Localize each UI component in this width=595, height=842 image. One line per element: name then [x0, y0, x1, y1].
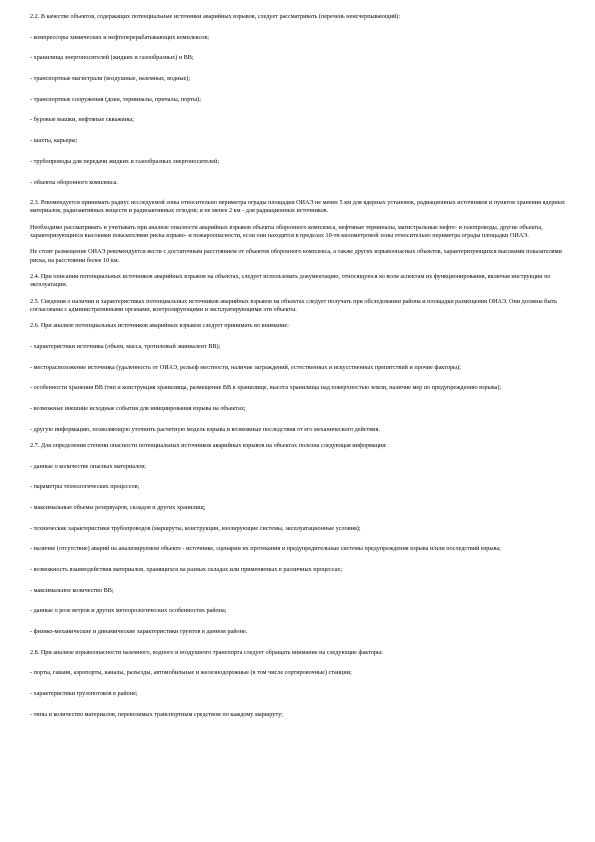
list-item: - возможные внешние исходные события для инициирования взрыва на объектах; — [30, 404, 246, 412]
list-item: - другую информацию, позволяющую уточнить расчетную модель взрыва и возможные последствия от его механического действия. — [30, 425, 380, 433]
list-item: - максимальное количество ВВ; — [30, 586, 114, 594]
list-item: - данные о количестве опасных материалов; — [30, 462, 146, 470]
list-item: - возможность взаимодействия материалов, хранящихся на разных складах или применяемых в различных процессах; — [30, 566, 343, 574]
paragraph-body: Не стоит размещение ОИАЭ рекомендуется вести с достаточным расстоянием от объектов оборонного комплекса, а также других взрывоопасных объектов, характеризующихся высокими показателями риска, на расстоянии более 10 км. — [30, 248, 562, 264]
paragraph-2-6: 2.6. При анализе потенциальных источников аварийных взрывов следует принимать во внимание: — [30, 322, 289, 330]
paragraph-2-4: 2.4. При описании потенциальных источников аварийных взрывов на объектах, следует использовать документацию, относящуюся ко всем аспектам их функционирования, включая инструкции по эксплуатации. — [30, 272, 551, 289]
list-item: - параметры технологических процессов; — [30, 483, 140, 491]
list-item: - буровые вышки, нефтяные скважины; — [30, 116, 134, 124]
list-item: - месторасположение источника (удаленность от ОИАЭ, рельеф местности, наличие заграждений, естественных и искусственных препятствий и прочие факторы); — [30, 363, 461, 371]
list-item: - хранилища энергоносителей (жидких и газообразных) и ВВ; — [30, 54, 194, 62]
paragraph-2-5: 2.5. Сведения о наличии и характеристиках потенциальных источников аварийных взрывов на объектах следует получать при обследовании района и площадки размещения ОИАЭ. Они должны быть согласованы с административными органами, контролирующими и эксплуатирующими эти объекты. — [30, 297, 558, 313]
list-item: - физико-механические и динамические характеристики грунтов в данном районе. — [30, 628, 248, 636]
paragraph-2-3: 2.3. Рекомендуется принимать радиус исследуемой зоны относительно периметра ограды площадки ОИАЭ не менее 5 км для ядерных установок, радиационных источников и пунктов хранения ядерных материалов, радиоактивных веществ и радиоактивных отходов; и не менее 2 км - для радиационных источников. — [30, 199, 565, 215]
list-item: - технические характеристики трубопроводов (маршруты, конструкции, изолирующие системы, эксплуатационные условия); — [30, 524, 361, 532]
list-item: - объекты оборонного комплекса. — [30, 178, 118, 186]
list-item: - характеристики грузопотоков в районе; — [30, 690, 138, 698]
paragraph-body: Необходимо рассматривать и учитывать при анализе опасности аварийных взрывов объекты оборонного комплекса, нефтяные терминалы, магистральные нефте- и газопроводы, другие объекты, характеризующиеся высокими показателями риска взрыво- и пожароопасности, если они находятся в пределах 10-ти километровой зоны относительно периметра ограды площадки ОИАЭ. — [30, 223, 543, 240]
list-item: - типы и количество материалов, перевозимых транспортным средством по каждому маршруту; — [30, 710, 283, 718]
paragraph-2-7: 2.7. Для определения степени опасности потенциальных источников аварийных взрывов на объектах полезна следующая информация: — [30, 441, 387, 449]
list-item: - порты, гавани, аэропорты, каналы, разъезды, автомобильные и железнодорожные (в том числе сортировочные) станции; — [30, 669, 352, 677]
list-item: - данные о розе ветров и других метеорологических особенностях района; — [30, 607, 227, 615]
list-item: - характеристики источника (объем, масса, тротиловый эквивалент ВВ); — [30, 342, 221, 350]
list-item: - транспортные сооружения (доки, терминалы, причалы, порты); — [30, 95, 201, 103]
paragraph-2-8: 2.8. При анализе взрывоопасности наземного, водного и воздушного транспорта следует обращать внимание на следующие факторы: — [30, 648, 383, 656]
list-item: - максимальные объемы резервуаров, складов и других хранилищ; — [30, 503, 206, 511]
list-item: - шахты, карьеры; — [30, 137, 78, 145]
list-item: - трубопроводы для передачи жидких и газообразных энергоносителей; — [30, 157, 220, 165]
list-item: - транспортные магистрали (воздушные, наземные, водные); — [30, 75, 191, 83]
list-item: - компрессоры химических и нефтеперерабатывающих комплексов; — [30, 33, 209, 41]
paragraph-2-2: 2.2. В качестве объектов, содержащих потенциальные источники аварийных взрывов, следует рассматривать (перечень неисчерпывающий): — [30, 13, 401, 20]
list-item: - особенности хранения ВВ (тип и конструкция хранилища, размещение ВВ в хранилище, высота хранилища над поверхностью земли, наличие мер по предупреждению взрыва); — [30, 384, 502, 392]
list-item: - наличие (отсутствие) аварий на анализируемом объекте - источнике, сценарии их протекания и предупредительные системы предупреждения взрыва и/или последствий взрыва; — [30, 545, 501, 553]
